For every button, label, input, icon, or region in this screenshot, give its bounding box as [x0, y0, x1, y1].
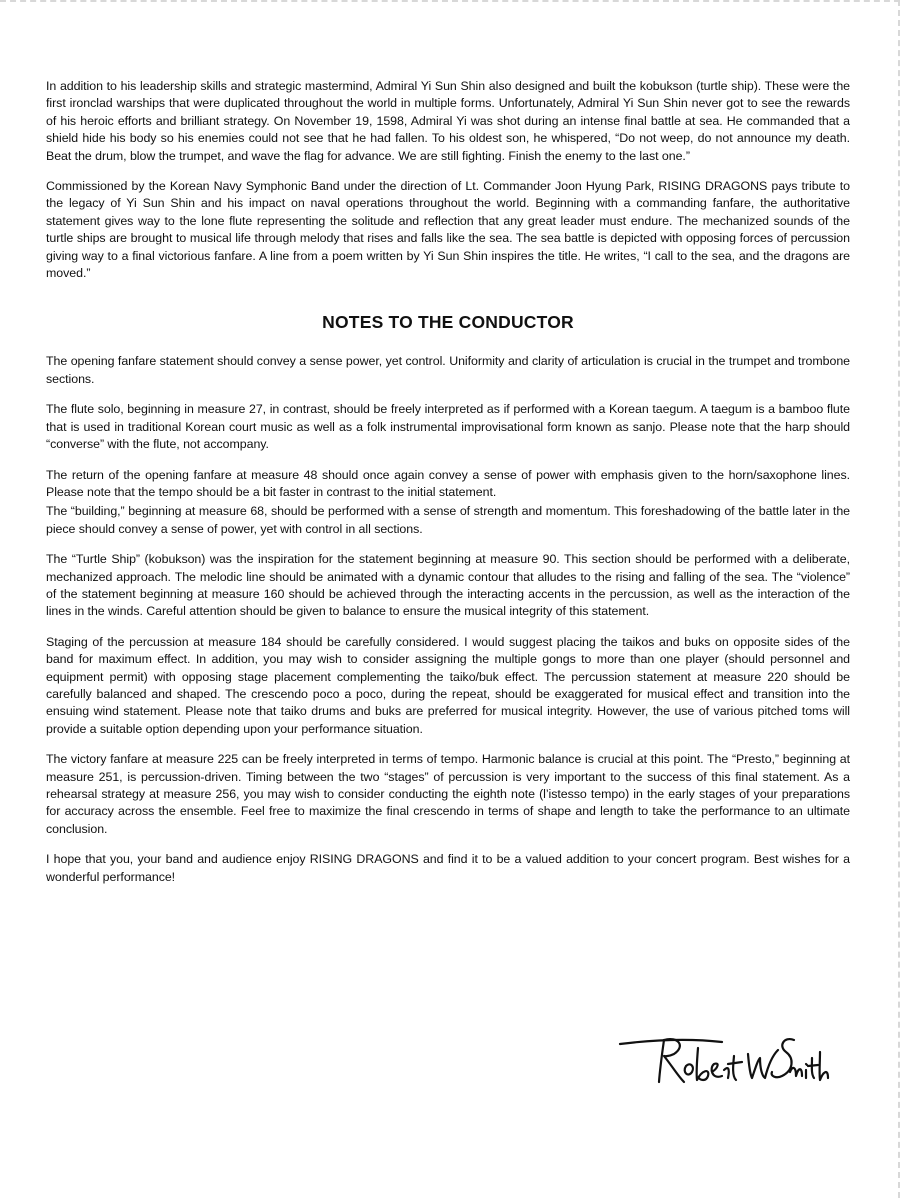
intro-paragraph-1: In addition to his leadership skills and strategic mastermind, Admiral Yi Sun Shin also designed and built the kobukson (turtle ship). These were the first ironclad warships that were duplicated throughout the world in multiple forms. Unfortunately, Admiral Yi Sun Shin never got to see the rewards of his heroic efforts and brilliant strategy. On November 19, 1598, Admiral Yi was shot during an intense final battle at sea. He commanded that a shield hide his body so his enemies could not see that he had fallen. To his oldest son, he whispered, “Do not weep, do not announce my death. Beat the drum, blow the trumpet, and wave the flag for advance. We are still fighting. Finish the enemy to the last one.” [46, 79, 850, 163]
notes-paragraph-building: The “building,” beginning at measure 68, should be performed with a sense of strength and momentum. This foreshadowing of the battle later in the piece should convey a sense of power, yet with control in all sections. [46, 504, 850, 536]
notes-paragraph-flute-solo: The flute solo, beginning in measure 27, in contrast, should be freely interpreted as if performed with a Korean taegum. A taegum is a bamboo flute that is used in traditional Korean court music as well as a folk instrumental improvisational form known as sanjo. Please note that the harp should “converse” with the flute, not accompany. [46, 402, 850, 452]
section-title: NOTES TO THE CONDUCTOR [322, 312, 574, 333]
page-content [46, 78, 850, 899]
notes-paragraph-turtle-ship: The “Turtle Ship” (kobukson) was the inspiration for the statement beginning at measure 90. This section should be performed with a deliberate, mechanized approach. The melodic line should be animated with a dynamic contour that alludes to the rising and falling of the sea. The “violence” of the statement beginning at measure 160 should be achieved through the interacting accents in the percussion, as well as the interaction of the lines in the winds. Careful attention should be given to balance to ensure the musical integrity of this statement. [46, 552, 850, 619]
signature-icon [612, 1026, 832, 1096]
notes-paragraph-percussion-staging: Staging of the percussion at measure 184 should be carefully considered. I would suggest placing the taikos and buks on opposite sides of the band for maximum effect. In addition, you may wish to consider assigning the multiple gongs to more than one player (should personnel and equipment permit) with opposing stage placement complementing the taiko/buk effect. The percussion statement at measure 220 should be carefully balanced and shaped. The crescendo poco a poco, during the repeat, should be exaggerated for musical effect and transition into the ensuing wind statement. Please note that taiko drums and buks are preferred for musical integrity. However, the use of various pitched toms will provide a suitable option depending upon your performance situation. [46, 634, 850, 736]
signature [612, 1026, 832, 1096]
notes-paragraph-victory-fanfare: The victory fanfare at measure 225 can be freely interpreted in terms of tempo. Harmonic balance is crucial at this point. The “Presto,” beginning at measure 251, is percussion-driven. Timing between the two “stages” of percussion is very important to the success of this final statement. As a rehearsal strategy at measure 256, you may wish to consider conducting the eighth note (l’istesso tempo) in the early stages of your preparations for accuracy across the ensemble. Feel free to maximize the final crescendo in terms of shape and length to take the performance to an ultimate conclusion. [46, 752, 850, 836]
intro-paragraph-2: Commissioned by the Korean Navy Symphonic Band under the direction of Lt. Commander Joon Hyung Park, RISING DRAGONS pays tribute to the legacy of Yi Sun Shin and his impact on naval operations throughout the world. Beginning with a commanding fanfare, the authoritative statement gives way to the lone flute representing the solitude and reflection that any great leader must endure. The mechanized sounds of the turtle ships are brought to musical life through melody that rises and falls like the sea. The sea battle is depicted with opposing forces of percussion giving way to a final victorious fanfare. A line from a poem written by Yi Sun Shin inspires the title. He writes, “I call to the sea, and the dragons are moved.” [46, 179, 850, 281]
notes-paragraph-closing: I hope that you, your band and audience enjoy RISING DRAGONS and find it to be a valued addition to your concert program. Best wishes for a wonderful performance! [46, 852, 850, 884]
notes-paragraph-fanfare: The opening fanfare statement should convey a sense power, yet control. Uniformity and clarity of articulation is crucial in the trumpet and trombone sections. [46, 354, 850, 386]
notes-paragraph-return-fanfare: The return of the opening fanfare at measure 48 should once again convey a sense of power with emphasis given to the horn/saxophone lines. Please note that the tempo should be a bit faster in contrast to the initial statement. [46, 467, 850, 499]
